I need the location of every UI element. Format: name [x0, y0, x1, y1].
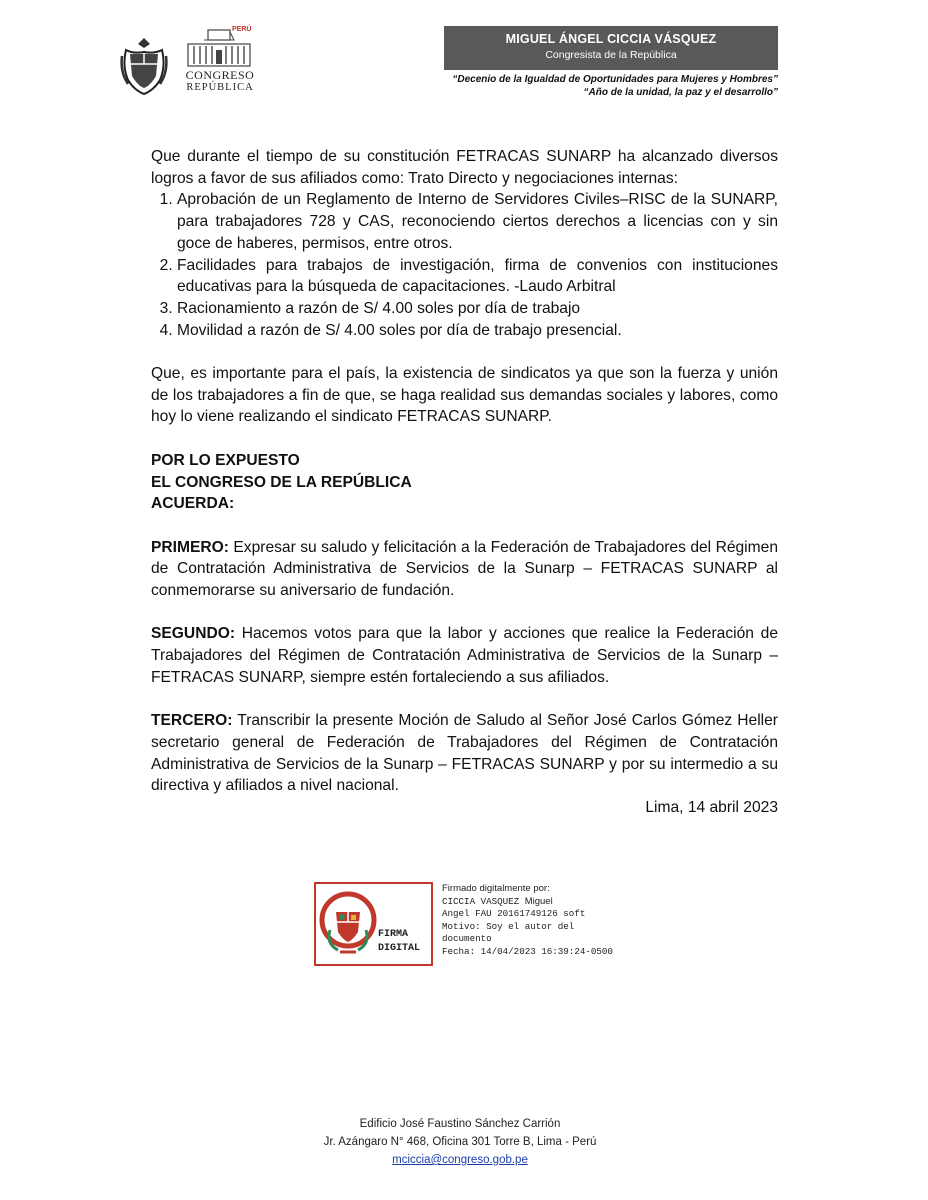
congress-logo-word: CONGRESO [185, 68, 255, 82]
intro-paragraph: Que durante el tiempo de su constitución FETRACAS SUNARP ha alcanzado diversos logros a favor de sus afiliados como: Trato Directo y negociaciones internas: [151, 148, 778, 187]
motion-body [151, 146, 778, 819]
signature-details [442, 883, 613, 959]
segundo-label: SEGUNDO: [151, 625, 236, 643]
congressman-role: Congresista de la República [545, 49, 677, 61]
tercero-paragraph [151, 710, 778, 797]
footer-building: Edificio José Faustino Sánchez Carrión [359, 1118, 561, 1130]
peru-coat-of-arms-icon [120, 36, 168, 96]
signature-reason-cont: documento [442, 933, 492, 945]
signer-id: Angel FAU 20161749126 soft [442, 908, 586, 920]
list-item: 2. Facilidades para trabajos de investigación, firma de convenios con instituciones educativas para la búsqueda de capacitaciones. -Laudo Arbitral [177, 255, 778, 298]
footer-address: Jr. Azángaro N° 468, Oficina 301 Torre B, Lima - Perú [323, 1136, 597, 1148]
firma-word: FIRMA [378, 929, 409, 940]
tercero-text: Transcribir la presente Moción de Saludo al Señor José Carlos Gómez Heller secretario general de Federación de Trabajadores del Régimen de Contratación Administrativa de Servicios de la Sunarp – FETRACAS SUNARP y por su intermedio a su directiva y afiliados a nivel nacional. [151, 712, 778, 795]
tercero-label: TERCERO: [151, 712, 233, 730]
heading-expuesto: POR LO EXPUESTO [151, 451, 300, 469]
digital-signature-stamp [314, 882, 433, 966]
primero-text: Expresar su saludo y felicitación a la Federación de Trabajadores del Régimen de Contratación Administrativa de Servicios de la Sunarp – FETRACAS SUNARP al conmemorarse su aniversario de fundación. [151, 538, 778, 600]
list-item: 4. Movilidad a razón de S/ 4.00 soles por día de trabajo presencial. [177, 320, 778, 342]
congress-logo-subword: REPÚBLICA [186, 82, 254, 93]
importance-paragraph: Que, es importante para el país, la existencia de sindicatos ya que son la fuerza y unión de los trabajadores a fin de que, se haga realidad sus demandas sociales y labores, como hoy lo viene realizando el sindicato FETRACAS SUNARP. [151, 365, 778, 426]
segundo-text: Hacemos votos para que la labor y acciones que realice la Federación de Trabajadores del Régimen de Contratación Administrativa de Servicios de la Sunarp – FETRACAS SUNARP, siempre estén fortaleciendo a sus afiliados. [151, 625, 778, 686]
document-date: Lima, 14 abril 2023 [645, 799, 778, 817]
footer-email-link[interactable]: mciccia@congreso.gob.pe [392, 1154, 528, 1166]
congress-peru-label: PERÚ [232, 26, 252, 33]
digital-word: DIGITAL [378, 943, 421, 954]
year-motto: “Año de la unidad, la paz y el desarrollo” [583, 87, 778, 98]
congressman-name-box [444, 26, 778, 70]
primero-label: PRIMERO: [151, 538, 229, 556]
signed-by-label: Firmado digitalmente por: [442, 883, 550, 894]
list-item: 3. Racionamiento a razón de S/ 4.00 soles por día de trabajo [177, 298, 778, 320]
segundo-paragraph [151, 623, 778, 688]
signer-name [442, 896, 613, 909]
decade-motto: “Decenio de la Igualdad de Oportunidades para Mujeres y Hombres” [452, 74, 778, 85]
signature-reason: Motivo: Soy el autor del [442, 920, 575, 932]
firma-digital-label [378, 928, 420, 956]
peru-emblem-icon [318, 890, 378, 960]
congressman-name: MIGUEL ÁNGEL CICCIA VÁSQUEZ [505, 32, 717, 46]
signer-firstname: Miguel [524, 895, 553, 907]
achievements-list [151, 189, 778, 341]
heading-acuerda: ACUERDA: [151, 495, 235, 513]
signer-surname: CICCIA VASQUEZ [442, 895, 525, 907]
footer-email-wrap [260, 1154, 660, 1166]
signature-date: Fecha: 14/04/2023 16:39:24-0500 [442, 945, 613, 957]
primero-paragraph [151, 537, 778, 602]
list-item: 1. Aprobación de un Reglamento de Interno de Servidores Civiles–RISC de la SUNARP, para trabajadores 728 y CAS, reconociendo ciertos derechos a licencias con y sin goce de haberes, permisos, entre otros. [177, 189, 778, 254]
heading-congreso: EL CONGRESO DE LA REPÚBLICA [151, 473, 412, 491]
